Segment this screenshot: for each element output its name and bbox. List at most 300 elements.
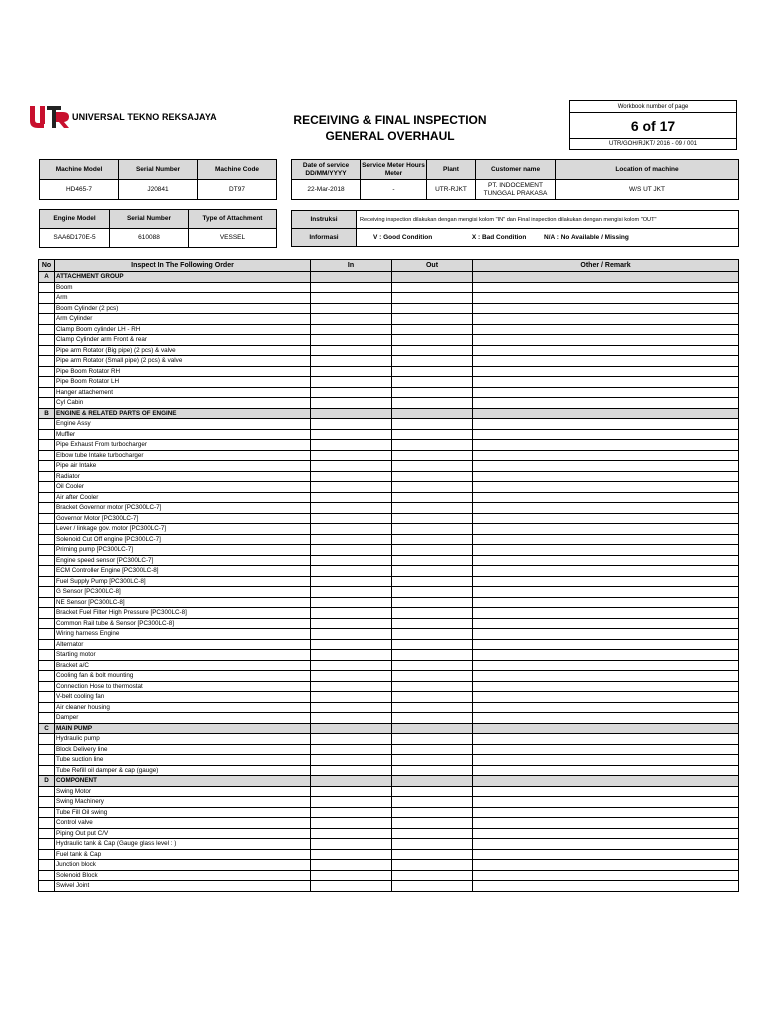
date-of-service-header: Date of service DD/MM/YYYY	[292, 160, 361, 180]
section-row	[39, 723, 739, 734]
in-cell[interactable]	[311, 440, 392, 451]
remark-cell[interactable]	[473, 608, 739, 619]
section-code: B	[39, 408, 55, 419]
in-cell[interactable]	[311, 765, 392, 776]
inspection-item-label: Priming pump [PC300LC-7]	[55, 545, 311, 556]
row-no-cell	[39, 461, 55, 472]
legend-good: V : Good Condition	[373, 233, 433, 241]
out-cell[interactable]	[392, 566, 473, 577]
out-cell[interactable]	[392, 849, 473, 860]
in-cell[interactable]	[311, 335, 392, 346]
inspection-item-label: Hydraulic tank & Cap (Gauge glass level : )	[55, 839, 311, 850]
in-cell[interactable]	[311, 786, 392, 797]
out-cell[interactable]	[392, 450, 473, 461]
checklist-row	[39, 608, 739, 619]
in-cell[interactable]	[311, 629, 392, 640]
checklist-row	[39, 797, 739, 808]
out-cell[interactable]	[392, 303, 473, 314]
inspection-item-label: Piping Out put C/V	[55, 828, 311, 839]
in-cell[interactable]	[311, 314, 392, 325]
inspection-item-label: Tube suction line	[55, 755, 311, 766]
in-cell[interactable]	[311, 828, 392, 839]
checklist-row	[39, 356, 739, 367]
remark-cell[interactable]	[473, 692, 739, 703]
machine-info-table	[39, 159, 277, 200]
inspection-item-label: Cooling fan & bolt mounting	[55, 671, 311, 682]
in-cell[interactable]	[311, 566, 392, 577]
title-line-2: GENERAL OVERHAUL	[325, 129, 455, 143]
checklist-row	[39, 576, 739, 587]
plant-header: Plant	[427, 160, 476, 180]
out-cell[interactable]	[392, 734, 473, 745]
out-cell[interactable]	[392, 839, 473, 850]
checklist-row	[39, 492, 739, 503]
out-cell[interactable]	[392, 860, 473, 871]
out-cell[interactable]	[392, 335, 473, 346]
in-cell[interactable]	[311, 492, 392, 503]
remark-cell[interactable]	[473, 534, 739, 545]
section-out-cell	[392, 408, 473, 419]
row-no-cell	[39, 755, 55, 766]
out-cell[interactable]	[392, 881, 473, 892]
remark-cell[interactable]	[473, 839, 739, 850]
remark-cell[interactable]	[473, 629, 739, 640]
row-no-cell	[39, 492, 55, 503]
in-cell[interactable]	[311, 671, 392, 682]
remark-cell[interactable]	[473, 713, 739, 724]
plant-value: UTR-RJKT	[427, 180, 476, 200]
remark-cell[interactable]	[473, 429, 739, 440]
checklist-row	[39, 429, 739, 440]
in-cell[interactable]	[311, 860, 392, 871]
in-cell[interactable]	[311, 471, 392, 482]
checklist-row	[39, 650, 739, 661]
section-in-cell	[311, 776, 392, 787]
checklist-row	[39, 566, 739, 577]
checklist-row	[39, 618, 739, 629]
out-cell[interactable]	[392, 387, 473, 398]
workbook-page-box	[569, 100, 737, 150]
row-no-cell	[39, 786, 55, 797]
checklist-row	[39, 660, 739, 671]
checklist-row	[39, 860, 739, 871]
remark-cell[interactable]	[473, 450, 739, 461]
out-cell[interactable]	[392, 534, 473, 545]
row-no-cell	[39, 377, 55, 388]
row-no-cell	[39, 765, 55, 776]
in-cell[interactable]	[311, 293, 392, 304]
remark-cell[interactable]	[473, 618, 739, 629]
row-no-cell	[39, 713, 55, 724]
row-no-cell	[39, 293, 55, 304]
remark-cell[interactable]	[473, 849, 739, 860]
remark-cell[interactable]	[473, 356, 739, 367]
row-no-cell	[39, 587, 55, 598]
remark-cell[interactable]	[473, 828, 739, 839]
out-cell[interactable]	[392, 587, 473, 598]
checklist-row	[39, 303, 739, 314]
section-code: A	[39, 272, 55, 283]
remark-cell[interactable]	[473, 807, 739, 818]
row-no-cell	[39, 660, 55, 671]
checklist-row	[39, 545, 739, 556]
legend-bad: X : Bad Condition	[471, 233, 527, 241]
out-cell[interactable]	[392, 608, 473, 619]
out-cell[interactable]	[392, 461, 473, 472]
inspection-item-label: Lever / linkage gov. motor [PC300LC-7]	[55, 524, 311, 535]
inspection-item-label: Solenoid Block	[55, 870, 311, 881]
in-cell[interactable]	[311, 366, 392, 377]
remark-cell[interactable]	[473, 566, 739, 577]
checklist-row	[39, 713, 739, 724]
out-cell[interactable]	[392, 639, 473, 650]
in-cell[interactable]	[311, 429, 392, 440]
in-cell[interactable]	[311, 807, 392, 818]
out-cell[interactable]	[392, 398, 473, 409]
in-cell[interactable]	[311, 524, 392, 535]
remark-cell[interactable]	[473, 734, 739, 745]
checklist-row	[39, 597, 739, 608]
checklist-row	[39, 482, 739, 493]
inspection-item-label: Block Delivery line	[55, 744, 311, 755]
remark-cell[interactable]	[473, 755, 739, 766]
in-cell[interactable]	[311, 398, 392, 409]
in-cell[interactable]	[311, 597, 392, 608]
out-cell[interactable]	[392, 807, 473, 818]
remark-cell[interactable]	[473, 545, 739, 556]
row-no-cell	[39, 450, 55, 461]
remark-cell[interactable]	[473, 440, 739, 451]
engine-model-header: Engine Model	[40, 210, 110, 229]
row-no-cell	[39, 440, 55, 451]
inspection-item-label: Clamp Cylinder arm Front & rear	[55, 335, 311, 346]
engine-serial-value: 610088	[110, 229, 189, 248]
row-no-cell	[39, 881, 55, 892]
out-cell[interactable]	[392, 545, 473, 556]
out-cell[interactable]	[392, 786, 473, 797]
in-cell[interactable]	[311, 639, 392, 650]
out-cell[interactable]	[392, 870, 473, 881]
row-no-cell	[39, 818, 55, 829]
row-no-cell	[39, 807, 55, 818]
checklist-row	[39, 513, 739, 524]
workbook-page-number: 6 of 17	[570, 113, 736, 139]
remark-cell[interactable]	[473, 503, 739, 514]
out-cell[interactable]	[392, 293, 473, 304]
out-cell[interactable]	[392, 818, 473, 829]
inspection-item-label: Connection Hose to thermostat	[55, 681, 311, 692]
out-cell[interactable]	[392, 744, 473, 755]
remark-cell[interactable]	[473, 524, 739, 535]
row-no-cell	[39, 555, 55, 566]
inspection-checklist-table	[38, 259, 739, 892]
out-cell[interactable]	[392, 702, 473, 713]
remark-cell[interactable]	[473, 314, 739, 325]
remark-cell[interactable]	[473, 671, 739, 682]
out-cell[interactable]	[392, 513, 473, 524]
inspection-item-label: Oil Cooler	[55, 482, 311, 493]
in-cell[interactable]	[311, 356, 392, 367]
out-cell[interactable]	[392, 440, 473, 451]
in-cell[interactable]	[311, 534, 392, 545]
row-no-cell	[39, 429, 55, 440]
remark-cell[interactable]	[473, 398, 739, 409]
row-no-cell	[39, 482, 55, 493]
out-cell[interactable]	[392, 471, 473, 482]
out-cell[interactable]	[392, 429, 473, 440]
inspection-item-label: Tube Fill Oil swing	[55, 807, 311, 818]
section-code: D	[39, 776, 55, 787]
remark-cell[interactable]	[473, 303, 739, 314]
out-cell[interactable]	[392, 503, 473, 514]
in-cell[interactable]	[311, 555, 392, 566]
remark-cell[interactable]	[473, 282, 739, 293]
remark-cell[interactable]	[473, 870, 739, 881]
remark-cell[interactable]	[473, 765, 739, 776]
section-remark-cell	[473, 272, 739, 283]
out-cell[interactable]	[392, 555, 473, 566]
in-cell[interactable]	[311, 324, 392, 335]
row-no-cell	[39, 471, 55, 482]
row-no-cell	[39, 744, 55, 755]
out-cell[interactable]	[392, 576, 473, 587]
in-cell[interactable]	[311, 692, 392, 703]
remark-cell[interactable]	[473, 387, 739, 398]
in-cell[interactable]	[311, 870, 392, 881]
checklist-row	[39, 681, 739, 692]
utr-logo-icon	[30, 104, 70, 130]
inspection-item-label: Solenoid Cut Off engine [PC300LC-7]	[55, 534, 311, 545]
remark-cell[interactable]	[473, 860, 739, 871]
in-cell[interactable]	[311, 345, 392, 356]
out-cell[interactable]	[392, 366, 473, 377]
row-no-cell	[39, 282, 55, 293]
in-cell[interactable]	[311, 545, 392, 556]
section-in-cell	[311, 408, 392, 419]
remark-cell[interactable]	[473, 797, 739, 808]
remark-cell[interactable]	[473, 377, 739, 388]
section-remark-cell	[473, 776, 739, 787]
remark-cell[interactable]	[473, 681, 739, 692]
checklist-row	[39, 398, 739, 409]
checklist-row	[39, 503, 739, 514]
out-cell[interactable]	[392, 629, 473, 640]
inspection-item-label: Swing Motor	[55, 786, 311, 797]
row-no-cell	[39, 314, 55, 325]
checklist-row	[39, 450, 739, 461]
in-cell[interactable]	[311, 744, 392, 755]
out-cell[interactable]	[392, 618, 473, 629]
remark-cell[interactable]	[473, 482, 739, 493]
row-no-cell	[39, 608, 55, 619]
in-cell[interactable]	[311, 377, 392, 388]
in-cell[interactable]	[311, 755, 392, 766]
in-cell[interactable]	[311, 734, 392, 745]
informasi-label: Informasi	[292, 229, 357, 247]
row-no-cell	[39, 860, 55, 871]
in-cell[interactable]	[311, 387, 392, 398]
inspection-item-label: Control valve	[55, 818, 311, 829]
remark-cell[interactable]	[473, 744, 739, 755]
out-cell[interactable]	[392, 482, 473, 493]
in-cell[interactable]	[311, 503, 392, 514]
inspection-item-label: Pipe Exhaust From turbocharger	[55, 440, 311, 451]
row-no-cell	[39, 870, 55, 881]
checklist-row	[39, 461, 739, 472]
in-cell[interactable]	[311, 482, 392, 493]
in-cell[interactable]	[311, 702, 392, 713]
out-cell[interactable]	[392, 713, 473, 724]
out-cell[interactable]	[392, 765, 473, 776]
engine-info-table	[39, 209, 277, 248]
inspection-item-label: Pipe Boom Rotator LH	[55, 377, 311, 388]
remark-cell[interactable]	[473, 786, 739, 797]
inspection-item-label: Starting motor	[55, 650, 311, 661]
remark-cell[interactable]	[473, 293, 739, 304]
out-cell[interactable]	[392, 524, 473, 535]
row-no-cell	[39, 797, 55, 808]
section-row	[39, 776, 739, 787]
remark-cell[interactable]	[473, 366, 739, 377]
remark-cell[interactable]	[473, 650, 739, 661]
out-cell[interactable]	[392, 650, 473, 661]
in-cell[interactable]	[311, 681, 392, 692]
remark-cell[interactable]	[473, 587, 739, 598]
service-meter-header: Service Meter Hours Meter	[361, 160, 427, 180]
out-cell[interactable]	[392, 828, 473, 839]
inspection-item-label: Air cleaner housing	[55, 702, 311, 713]
checklist-row	[39, 314, 739, 325]
out-cell[interactable]	[392, 377, 473, 388]
in-cell[interactable]	[311, 839, 392, 850]
remark-cell[interactable]	[473, 513, 739, 524]
out-cell[interactable]	[392, 356, 473, 367]
inspection-item-label: Governor Motor [PC300LC-7]	[55, 513, 311, 524]
inspection-item-label: Elbow tube Intake turbocharger	[55, 450, 311, 461]
in-cell[interactable]	[311, 608, 392, 619]
remark-cell[interactable]	[473, 419, 739, 430]
inspection-item-label: V-belt cooling fan	[55, 692, 311, 703]
out-cell[interactable]	[392, 597, 473, 608]
checklist-row	[39, 870, 739, 881]
checklist-row	[39, 734, 739, 745]
remark-cell[interactable]	[473, 576, 739, 587]
inspection-item-label: Air after Cooler	[55, 492, 311, 503]
in-cell[interactable]	[311, 450, 392, 461]
out-cell[interactable]	[392, 314, 473, 325]
checklist-row	[39, 639, 739, 650]
inspection-item-label: Wiring harness Engine	[55, 629, 311, 640]
row-no-cell	[39, 545, 55, 556]
remark-cell[interactable]	[473, 471, 739, 482]
inspection-item-label: Muffler	[55, 429, 311, 440]
remark-cell[interactable]	[473, 881, 739, 892]
checklist-row	[39, 671, 739, 682]
remark-cell[interactable]	[473, 492, 739, 503]
out-cell[interactable]	[392, 492, 473, 503]
inspection-item-label: Junction block	[55, 860, 311, 871]
remark-cell[interactable]	[473, 324, 739, 335]
remark-cell[interactable]	[473, 597, 739, 608]
checklist-row	[39, 471, 739, 482]
document-title	[270, 112, 510, 144]
remark-cell[interactable]	[473, 660, 739, 671]
row-no-cell	[39, 566, 55, 577]
in-cell[interactable]	[311, 587, 392, 598]
checklist-row	[39, 692, 739, 703]
inspection-item-label: Pipe Boom Rotator RH	[55, 366, 311, 377]
in-cell[interactable]	[311, 660, 392, 671]
out-cell[interactable]	[392, 660, 473, 671]
out-cell[interactable]	[392, 797, 473, 808]
inspection-item-label: Fuel tank & Cap	[55, 849, 311, 860]
remark-cell[interactable]	[473, 639, 739, 650]
in-cell[interactable]	[311, 713, 392, 724]
remark-cell[interactable]	[473, 702, 739, 713]
in-cell[interactable]	[311, 849, 392, 860]
in-cell[interactable]	[311, 618, 392, 629]
out-cell[interactable]	[392, 419, 473, 430]
section-name: MAIN PUMP	[55, 723, 311, 734]
out-cell[interactable]	[392, 692, 473, 703]
checklist-row	[39, 440, 739, 451]
section-name: ATTACHMENT GROUP	[55, 272, 311, 283]
machine-code-value: DT97	[198, 180, 277, 200]
attachment-type-header: Type of Attachment	[189, 210, 277, 229]
out-cell[interactable]	[392, 671, 473, 682]
checklist-row	[39, 849, 739, 860]
in-cell[interactable]	[311, 303, 392, 314]
in-cell[interactable]	[311, 797, 392, 808]
in-cell[interactable]	[311, 818, 392, 829]
row-no-cell	[39, 398, 55, 409]
row-no-cell	[39, 650, 55, 661]
in-cell[interactable]	[311, 650, 392, 661]
in-cell[interactable]	[311, 419, 392, 430]
service-meter-value: -	[361, 180, 427, 200]
checklist-row	[39, 419, 739, 430]
out-cell[interactable]	[392, 681, 473, 692]
in-cell[interactable]	[311, 576, 392, 587]
customer-name-header: Customer name	[476, 160, 556, 180]
col-out-header: Out	[392, 260, 473, 272]
out-cell[interactable]	[392, 755, 473, 766]
row-no-cell	[39, 534, 55, 545]
out-cell[interactable]	[392, 282, 473, 293]
remark-cell[interactable]	[473, 818, 739, 829]
remark-cell[interactable]	[473, 345, 739, 356]
row-no-cell	[39, 618, 55, 629]
remark-cell[interactable]	[473, 461, 739, 472]
in-cell[interactable]	[311, 461, 392, 472]
in-cell[interactable]	[311, 282, 392, 293]
out-cell[interactable]	[392, 324, 473, 335]
remark-cell[interactable]	[473, 555, 739, 566]
inspection-item-label: Fuel Supply Pump [PC300LC-8]	[55, 576, 311, 587]
checklist-row	[39, 524, 739, 535]
section-out-cell	[392, 272, 473, 283]
instructions-table	[291, 210, 739, 247]
in-cell[interactable]	[311, 881, 392, 892]
checklist-row	[39, 324, 739, 335]
checklist-row	[39, 587, 739, 598]
engine-model-value: SAA6D170E-5	[40, 229, 110, 248]
out-cell[interactable]	[392, 345, 473, 356]
in-cell[interactable]	[311, 513, 392, 524]
row-no-cell	[39, 839, 55, 850]
machine-code-header: Machine Code	[198, 160, 277, 180]
remark-cell[interactable]	[473, 335, 739, 346]
